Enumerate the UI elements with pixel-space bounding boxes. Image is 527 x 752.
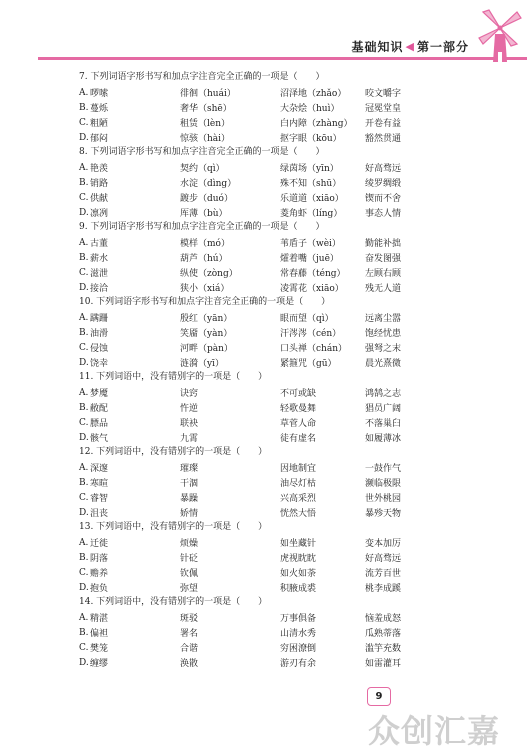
- option-term: 干涸: [180, 479, 199, 489]
- question-block: [79, 70, 479, 145]
- section-title-left: 基础知识: [351, 40, 404, 54]
- option-term: 左顾右顾: [365, 269, 402, 279]
- question-block: [79, 520, 479, 595]
- option-row: [79, 580, 479, 595]
- option-row: [79, 280, 479, 295]
- option-label: C.: [79, 417, 89, 428]
- option-label: C.: [79, 642, 89, 653]
- option-term: 强弩之末: [365, 344, 402, 354]
- question-block: [79, 220, 479, 295]
- option-term: 河畔（pàn）: [180, 344, 233, 354]
- option-term: 九霄: [180, 434, 199, 444]
- option-term: 凛冽: [90, 209, 109, 219]
- option-row: [79, 400, 479, 415]
- option-label: C.: [79, 117, 89, 128]
- option-term: 乐道道（xiāo）: [280, 194, 344, 204]
- option-term: 接洽: [90, 284, 109, 294]
- question-block: [79, 370, 479, 445]
- option-term: 涟漪（yī）: [180, 359, 224, 369]
- option-term: 蔓烁: [90, 104, 109, 114]
- page-number: 9: [367, 687, 391, 706]
- option-label: B.: [79, 402, 89, 413]
- option-label: C.: [79, 342, 89, 353]
- option-term: 万事俱备: [280, 614, 317, 624]
- option-row: [79, 460, 479, 475]
- option-label: D.: [79, 207, 89, 218]
- option-term: 汗涔涔（cén）: [280, 329, 342, 339]
- option-term: 契约（qì）: [180, 164, 225, 174]
- option-label: C.: [79, 192, 89, 203]
- option-term: 远离尘嚣: [365, 314, 402, 324]
- option-term: 如火如荼: [280, 569, 317, 579]
- option-term: 涣散: [180, 659, 199, 669]
- option-row: [79, 190, 479, 205]
- option-term: 口头禅（chán）: [280, 344, 347, 354]
- option-label: A.: [79, 312, 89, 323]
- watermark: 众创汇嘉: [368, 712, 501, 750]
- option-term: 苇盾子（wèi）: [280, 239, 341, 249]
- option-row: [79, 250, 479, 265]
- option-term: 诀窍: [180, 389, 199, 399]
- option-term: 好高骛远: [365, 164, 402, 174]
- option-term: 郁闷: [90, 134, 109, 144]
- option-label: A.: [79, 87, 89, 98]
- option-term: 奋发图强: [365, 254, 402, 264]
- option-term: 锲而不舍: [365, 194, 402, 204]
- option-term: 㸌着嘴（juē）: [280, 254, 339, 264]
- option-label: D.: [79, 357, 89, 368]
- option-row: [79, 205, 479, 220]
- option-label: A.: [79, 612, 89, 623]
- option-term: 事态人情: [365, 209, 402, 219]
- option-label: B.: [79, 177, 89, 188]
- option-term: 水淀（dìng）: [180, 179, 237, 189]
- option-term: 好高骛远: [365, 554, 402, 564]
- option-label: D.: [79, 582, 89, 593]
- option-row: [79, 625, 479, 640]
- option-term: 暴躁: [180, 494, 199, 504]
- option-term: 惊骇（hài）: [180, 134, 231, 144]
- option-term: 如履薄冰: [365, 434, 402, 444]
- option-term: 古董: [90, 239, 109, 249]
- option-term: 抠字眼（kōu）: [280, 134, 342, 144]
- option-term: 殊不知（shū）: [280, 179, 342, 189]
- option-label: D.: [79, 132, 89, 143]
- option-label: C.: [79, 492, 89, 503]
- option-term: 滋泄: [90, 269, 109, 279]
- option-term: 虎视眈眈: [280, 554, 317, 564]
- option-term: 豁然贯通: [365, 134, 402, 144]
- option-row: [79, 610, 479, 625]
- option-label: C.: [79, 567, 89, 578]
- option-term: 饱经忧患: [365, 329, 402, 339]
- option-row: [79, 310, 479, 325]
- option-term: 沮丧: [90, 509, 109, 519]
- option-term: 深邃: [90, 464, 109, 474]
- option-term: 睿智: [90, 494, 109, 504]
- option-term: 凌霄花（xiāo）: [280, 284, 344, 294]
- option-term: 敝配: [90, 404, 109, 414]
- option-term: 恼羞成怒: [365, 614, 402, 624]
- option-term: 饶幸: [90, 359, 109, 369]
- triangle-left-icon: ◀: [405, 40, 415, 53]
- option-term: 草菅人命: [280, 419, 317, 429]
- option-term: 菱角虾（líng）: [280, 209, 343, 219]
- option-term: 葫芦（hú）: [180, 254, 228, 264]
- option-row: [79, 505, 479, 520]
- option-term: 骸气: [90, 434, 109, 444]
- windmill-icon: [475, 8, 525, 64]
- question-stem: 7. 下列词语字形书写和加点字注音完全正确的一项是（ ）: [79, 72, 325, 82]
- option-term: 开卷有益: [365, 119, 402, 129]
- option-label: B.: [79, 327, 89, 338]
- question-list: [79, 70, 479, 670]
- option-row: [79, 115, 479, 130]
- option-term: 樊笼: [90, 644, 109, 654]
- option-label: D.: [79, 507, 89, 518]
- question-block: [79, 595, 479, 670]
- option-term: 沼泽地（zhǎo）: [280, 89, 347, 99]
- option-term: 烦燥: [180, 539, 199, 549]
- option-term: 精湛: [90, 614, 109, 624]
- option-term: 薪水: [90, 254, 109, 264]
- option-term: 狭小（xiá）: [180, 284, 230, 294]
- option-term: 笑靥（yàn）: [180, 329, 233, 339]
- option-term: 晨光熹微: [365, 359, 402, 369]
- option-row: [79, 550, 479, 565]
- option-row: [79, 385, 479, 400]
- option-row: [79, 640, 479, 655]
- option-term: 紧箍咒（gū）: [280, 359, 337, 369]
- option-row: [79, 325, 479, 340]
- option-term: 忤逆: [180, 404, 199, 414]
- option-term: 模样（mó）: [180, 239, 230, 249]
- option-term: 勤能补拙: [365, 239, 402, 249]
- option-label: A.: [79, 537, 89, 548]
- option-term: 不落巢臼: [365, 419, 402, 429]
- option-term: 梦魇: [90, 389, 109, 399]
- option-term: 租赁（lèn）: [180, 119, 231, 129]
- option-row: [79, 490, 479, 505]
- option-term: 啰嗦: [90, 89, 109, 99]
- option-term: 油滑: [90, 329, 109, 339]
- question-stem: 11. 下列词语中，没有错别字的一项是（ ）: [79, 372, 268, 382]
- option-term: 眼而望（qì）: [280, 314, 334, 324]
- option-term: 赡养: [90, 569, 109, 579]
- option-term: 常春藤（téng）: [280, 269, 346, 279]
- option-term: 艳羡: [90, 164, 109, 174]
- option-term: 厍薄（bù）: [180, 209, 228, 219]
- question-stem: 8. 下列词语字形书写和加点字注音完全正确的一项是（ ）: [79, 147, 325, 157]
- option-row: [79, 430, 479, 445]
- option-row: [79, 340, 479, 355]
- question-stem: 14. 下列词语中，没有错别字的一项是（ ）: [79, 597, 268, 607]
- question-stem: 10. 下列词语字形书写和加点字注音完全正确的一项是（ ）: [79, 297, 331, 307]
- option-term: 膘品: [90, 419, 109, 429]
- option-term: 残无人道: [365, 284, 402, 294]
- option-term: 娇情: [180, 509, 199, 519]
- option-row: [79, 475, 479, 490]
- option-term: 纵使（zòng）: [180, 269, 238, 279]
- option-term: 变本加厉: [365, 539, 402, 549]
- question-block: [79, 145, 479, 220]
- option-row: [79, 235, 479, 250]
- option-term: 奢华（shē）: [180, 104, 232, 114]
- section-title: [352, 38, 470, 55]
- option-term: 因地制宜: [280, 464, 317, 474]
- option-label: D.: [79, 282, 89, 293]
- option-row: [79, 565, 479, 580]
- option-label: D.: [79, 657, 89, 668]
- option-term: 濒临极限: [365, 479, 402, 489]
- option-label: B.: [79, 552, 89, 563]
- option-term: 瓜熟蒂落: [365, 629, 402, 639]
- option-label: B.: [79, 252, 89, 263]
- question-stem: 12. 下列词语中，没有错别字的一项是（ ）: [79, 447, 268, 457]
- option-term: 徘徊（huái）: [180, 89, 236, 99]
- option-label: B.: [79, 102, 89, 113]
- option-term: 暴殄天物: [365, 509, 402, 519]
- option-term: 山清水秀: [280, 629, 317, 639]
- option-term: 一鼓作气: [365, 464, 402, 474]
- option-term: 恍然大悟: [280, 509, 317, 519]
- option-row: [79, 355, 479, 370]
- option-label: A.: [79, 162, 89, 173]
- option-term: 联袂: [180, 419, 199, 429]
- question-stem: 9. 下列词语字形书写和加点字注音完全正确的一项是（ ）: [79, 222, 325, 232]
- option-row: [79, 535, 479, 550]
- option-label: D.: [79, 432, 89, 443]
- option-term: 徒有虚名: [280, 434, 317, 444]
- section-title-right: 第一部分: [416, 40, 469, 54]
- option-row: [79, 415, 479, 430]
- option-row: [79, 655, 479, 670]
- option-row: [79, 175, 479, 190]
- option-term: 游刃有余: [280, 659, 317, 669]
- option-label: A.: [79, 462, 89, 473]
- option-term: 不可或缺: [280, 389, 317, 399]
- option-term: 踱步（duó）: [180, 194, 233, 204]
- option-term: 猖员广阔: [365, 404, 402, 414]
- question-block: [79, 445, 479, 520]
- option-term: 咬文嚼字: [365, 89, 402, 99]
- option-term: 如雷灌耳: [365, 659, 402, 669]
- option-row: [79, 160, 479, 175]
- option-row: [79, 85, 479, 100]
- option-row: [79, 265, 479, 280]
- option-term: 蹒跚: [90, 314, 109, 324]
- option-label: B.: [79, 477, 89, 488]
- option-term: 白内障（zhàng）: [280, 119, 353, 129]
- option-term: 合谐: [180, 644, 199, 654]
- option-term: 大杂烩（huì）: [280, 104, 340, 114]
- option-term: 桃李成蹊: [365, 584, 402, 594]
- option-term: 绫罗绸缎: [365, 179, 402, 189]
- option-term: 流芳百世: [365, 569, 402, 579]
- option-label: A.: [79, 237, 89, 248]
- question-block: [79, 295, 479, 370]
- option-term: 积腋成裘: [280, 584, 317, 594]
- option-label: A.: [79, 387, 89, 398]
- option-term: 殷红（yān）: [180, 314, 233, 324]
- option-term: 滥竽充数: [365, 644, 402, 654]
- question-stem: 13. 下列词语中，没有错别字的一项是（ ）: [79, 522, 268, 532]
- option-term: 阴落: [90, 554, 109, 564]
- option-term: 署名: [180, 629, 199, 639]
- option-label: C.: [79, 267, 89, 278]
- option-term: 销路: [90, 179, 109, 189]
- option-term: 绿茵场（yīn）: [280, 164, 339, 174]
- option-term: 迁徙: [90, 539, 109, 549]
- option-term: 抱负: [90, 584, 109, 594]
- option-term: 侵蚀: [90, 344, 109, 354]
- option-term: 鸿鹄之志: [365, 389, 402, 399]
- option-term: 世外桃园: [365, 494, 402, 504]
- option-term: 璀璨: [180, 464, 199, 474]
- option-term: 兴高采烈: [280, 494, 317, 504]
- page-header: [0, 0, 527, 70]
- option-term: 粗陋: [90, 119, 109, 129]
- option-term: 穷困潦倒: [280, 644, 317, 654]
- option-term: 缠缪: [90, 659, 109, 669]
- option-term: 寒暄: [90, 479, 109, 489]
- option-term: 油尽灯枯: [280, 479, 317, 489]
- option-label: B.: [79, 627, 89, 638]
- option-term: 偏袒: [90, 629, 109, 639]
- option-term: 冠冕堂皇: [365, 104, 402, 114]
- option-term: 弥望: [180, 584, 199, 594]
- option-term: 如坐藏针: [280, 539, 317, 549]
- option-term: 钦佩: [180, 569, 199, 579]
- option-row: [79, 100, 479, 115]
- header-rule: [38, 57, 527, 60]
- option-term: 轻歌曼舞: [280, 404, 317, 414]
- option-term: 斑驳: [180, 614, 199, 624]
- option-term: 针砭: [180, 554, 199, 564]
- option-row: [79, 130, 479, 145]
- option-term: 供献: [90, 194, 109, 204]
